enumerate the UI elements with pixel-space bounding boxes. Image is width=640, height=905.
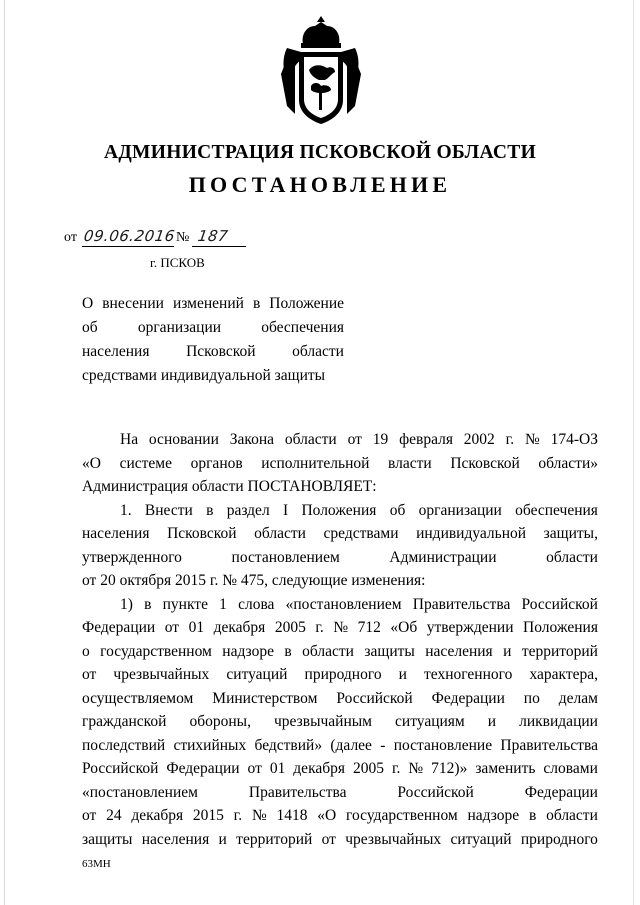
body-word: 2005 <box>352 760 384 777</box>
body-word: 2002 <box>463 431 495 448</box>
body-line <box>82 828 598 852</box>
date-prefix: от <box>64 230 77 245</box>
document-type-title: ПОСТАНОВЛЕНИЕ <box>188 172 452 197</box>
body-word: области» <box>538 454 598 472</box>
body-word: бедствий» <box>254 736 323 754</box>
body-word: Российской <box>336 689 413 707</box>
body-word: 712 <box>357 619 381 636</box>
body-word: раздел <box>226 501 270 519</box>
body-word: в <box>206 501 214 519</box>
number-underline <box>192 246 246 247</box>
body-word: Псковской <box>167 525 237 542</box>
body-word: Российской <box>521 595 598 613</box>
body-word: защиты <box>364 642 415 660</box>
body-word: делам <box>558 689 598 707</box>
body-word: ситуаций <box>226 666 288 683</box>
body-word: ситуаций <box>450 830 512 848</box>
body-line <box>82 616 598 640</box>
body-word: № <box>333 619 349 636</box>
body-word: территорий <box>521 642 598 660</box>
body-line <box>82 428 598 452</box>
subject-word: Псковской <box>186 343 256 360</box>
body-word: власти <box>388 454 432 472</box>
footer-code: 63МН <box>82 858 111 870</box>
body-word: области <box>546 807 598 824</box>
body-word: 01 <box>269 760 286 777</box>
body-word: чрезвычайных <box>345 830 442 848</box>
scan-edge-left <box>4 0 5 905</box>
body-word: Федерации <box>431 689 505 707</box>
body-word: Внести <box>144 501 193 519</box>
body-word: пункте <box>162 595 208 613</box>
body-word: 24 <box>106 807 122 824</box>
body-word: Правительства <box>500 736 598 754</box>
body-word: Федерации <box>524 783 598 801</box>
handwritten-number: 187 <box>196 227 230 245</box>
body-word: утвержденного <box>82 548 182 566</box>
body-word: слова <box>238 595 275 613</box>
body-word: индивидуальной <box>416 525 527 542</box>
body-word: На <box>120 431 139 448</box>
body-word: 1) <box>120 595 133 613</box>
body-word: «О <box>82 454 101 472</box>
body-line <box>82 757 598 781</box>
body-word: «постановлением <box>285 595 402 613</box>
body-word: и <box>487 713 497 730</box>
subject-word: организации <box>137 319 222 336</box>
body-word: осуществляемом <box>82 689 194 707</box>
body-word: защиты, <box>543 525 598 542</box>
subject-word: области <box>292 343 344 360</box>
body-word: Правительства <box>412 595 511 613</box>
scan-edge-right <box>633 0 634 905</box>
body-word: от 20 октября 2015 г. № 475, следующие изменения: <box>82 572 426 589</box>
registration-line <box>64 224 254 250</box>
subject-word: населения <box>82 343 150 360</box>
city-label: г. ПСКОВ <box>150 255 205 270</box>
body-word: населения <box>425 642 493 660</box>
body-word: Закона <box>229 431 275 448</box>
body-word: Положения <box>301 501 377 519</box>
body-word: характера, <box>529 666 598 683</box>
body-line <box>82 663 598 687</box>
body-word: № <box>524 431 540 448</box>
subject-line: О внесении изменений в Положение <box>82 295 344 312</box>
coat-of-arms-icon <box>279 14 363 128</box>
body-word: населения <box>82 525 150 542</box>
subject-line <box>82 316 344 340</box>
body-word: Положения <box>523 619 598 636</box>
body-word: от <box>321 830 336 848</box>
body-word: словами <box>543 760 598 777</box>
body-word: области <box>546 548 598 566</box>
organization-title: АДМИНИСТРАЦИЯ ПСКОВСКОЙ ОБЛАСТИ <box>103 142 537 163</box>
body-word: 01 <box>188 619 205 636</box>
body-word: 1. <box>120 501 132 519</box>
body-word: государственном <box>346 807 458 824</box>
body-word: в <box>528 807 537 824</box>
body-word: по <box>523 689 540 707</box>
body-word: от <box>82 807 97 824</box>
body-word: Министерством <box>212 689 318 707</box>
body-word: организации <box>418 501 502 519</box>
body-word: средствами <box>323 525 399 542</box>
body-word: органов <box>190 454 243 472</box>
body-word: - <box>380 736 386 754</box>
body-word: 19 <box>372 431 389 448</box>
body-word: 2005 <box>274 619 306 636</box>
body-word: надзоре <box>467 807 520 824</box>
body-word: природного <box>304 666 382 683</box>
body-word: об <box>389 501 406 519</box>
body-word: «Об <box>390 619 418 636</box>
body-word: г. <box>391 760 401 777</box>
body-line <box>82 593 598 617</box>
body-line <box>82 569 598 593</box>
body-word: основании <box>148 431 219 448</box>
body-word: декабря <box>293 760 346 777</box>
body-line <box>82 640 598 664</box>
body-line <box>82 734 598 758</box>
body-word: от <box>82 666 97 683</box>
body-word: Администрации <box>389 548 497 566</box>
body-line <box>82 687 598 711</box>
body-word: «постановлением <box>82 783 198 801</box>
body-word: (далее <box>330 736 372 754</box>
body-word: стихийных <box>173 736 247 754</box>
body-word: I <box>282 501 289 519</box>
body-word: 1418 <box>276 807 308 824</box>
number-label: № <box>176 230 190 245</box>
body-word: от <box>247 760 262 777</box>
body-word: ситуациям <box>395 713 465 730</box>
subject-word: обеспечения <box>261 319 344 336</box>
body-word: г. <box>315 619 324 636</box>
body-word: постановление <box>393 736 493 754</box>
body-line <box>82 804 598 828</box>
body-word: области <box>284 431 337 448</box>
body-word: техногенного <box>424 666 513 683</box>
body-word: Российской <box>82 760 159 777</box>
body-line <box>82 452 598 476</box>
body-word: № <box>251 807 267 824</box>
body-word: и <box>398 666 407 683</box>
body-word: исполнительной <box>261 454 370 472</box>
body-line <box>82 710 598 734</box>
body-word: Правительства <box>248 783 347 801</box>
body-word: о <box>82 642 90 660</box>
body-word: надзоре <box>222 642 274 660</box>
body-word: 174-ОЗ <box>550 431 598 448</box>
body-line <box>82 546 598 570</box>
body-word: № <box>408 760 424 777</box>
body-word: постановлением <box>231 548 340 566</box>
body-word: государственном <box>100 642 212 660</box>
body-word: 1 <box>219 595 227 613</box>
body-line <box>82 475 598 499</box>
body-line <box>82 499 598 523</box>
body-word: Федерации <box>166 760 240 777</box>
body-word: Администрация области ПОСТАНОВЛЯЕТ: <box>82 478 377 495</box>
body-word: области <box>254 525 306 542</box>
body-word: 2015 <box>192 807 224 824</box>
body-word: защиты <box>82 830 133 848</box>
body-word: обеспечения <box>515 501 598 519</box>
body-word: 712)» <box>431 760 468 777</box>
body-word: Российской <box>397 783 474 801</box>
subject-line: средствами индивидуальной защиты <box>82 367 326 384</box>
body-word: населения <box>141 830 210 848</box>
body-word: в <box>144 595 152 613</box>
body-word: заменить <box>475 760 536 777</box>
body-word: области <box>302 642 354 660</box>
body-word: чрезвычайным <box>274 713 372 730</box>
body-word: системе <box>119 454 172 472</box>
handwritten-date: 09.06.2016 <box>82 227 177 245</box>
body-word: чрезвычайных <box>113 666 210 683</box>
body-word: утверждении <box>426 619 514 636</box>
body-word: от <box>347 431 362 448</box>
body-word: территорий <box>236 830 313 848</box>
body-word: Федерации <box>82 619 156 636</box>
body-word: и <box>218 830 227 848</box>
body-word: ликвидации <box>519 713 598 730</box>
body-word: г. <box>505 431 515 448</box>
body-word: «О <box>317 807 337 824</box>
subject-word: об <box>82 319 98 336</box>
body-word: природного <box>520 830 598 848</box>
body-word: от <box>164 619 180 636</box>
subject-block <box>82 292 344 388</box>
body-word: и <box>503 642 512 660</box>
body-word: последствий <box>82 736 166 754</box>
body-word: декабря <box>131 807 184 824</box>
body-word: обороны, <box>189 713 251 730</box>
body-word: гражданской <box>82 713 167 730</box>
body-word: декабря <box>213 619 266 636</box>
body-word: Псковской <box>450 454 520 472</box>
subject-line <box>82 340 344 364</box>
body-line <box>82 781 598 805</box>
body-word: в <box>284 642 292 660</box>
body-word: г. <box>233 807 243 824</box>
body-word: февраля <box>399 431 453 448</box>
body-line <box>82 522 598 546</box>
date-underline <box>82 246 174 247</box>
document-body <box>82 428 598 851</box>
